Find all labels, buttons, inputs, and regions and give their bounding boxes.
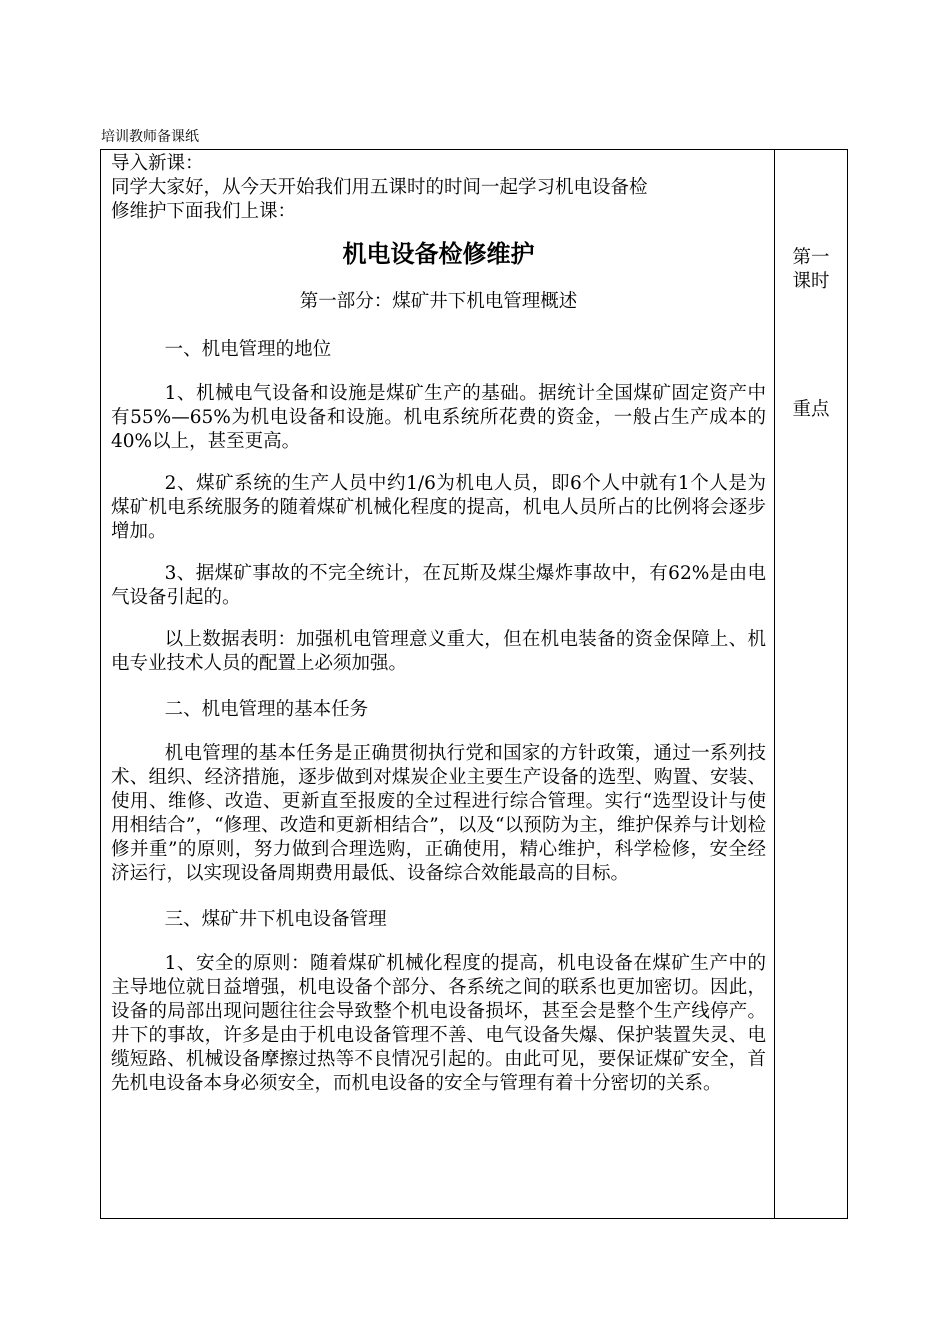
lesson-plan-table xyxy=(100,149,848,1219)
section-heading-2: 二、机电管理的基本任务 xyxy=(164,699,369,720)
paragraph: 1、机械电气设备和设施是煤矿生产的基础。据统计全国煤矿固定资产中有55%—65%为机电设备和设施。机电系统所花费的资金，一般占生产成本的40%以上，甚至更高。 xyxy=(111,383,766,452)
lesson-period-note xyxy=(775,246,847,294)
paragraph: 1、安全的原则：随着煤矿机械化程度的提高，机电设备在煤矿生产中的主导地位就日益增强，机电设备个部分、各系统之间的联系也更加密切。因此，设备的局部出现问题往往会导致整个机电设备损坏，甚至会是整个生产线停产。井下的事故，许多是由于机电设备管理不善、电气设备失爆、保护装置失灵、电缆短路、机械设备摩擦过热等不良情况引起的。由此可见，要保证煤矿安全，首先机电设备本身必须安全，而机电设备的安全与管理有着十分密切的关系。 xyxy=(111,953,766,1094)
intro-text-line-1: 同学大家好，从今天开始我们用五课时的时间一起学习机电设备检 xyxy=(111,177,648,198)
key-point-note: 重点 xyxy=(792,399,830,420)
section-heading-3: 三、煤矿井下机电设备管理 xyxy=(164,909,387,930)
lesson-content-column xyxy=(101,150,775,1218)
paragraph: 以上数据表明：加强机电管理意义重大，但在机电装备的资金保障上、机电专业技术人员的配置上必须加强。 xyxy=(111,629,766,674)
section-heading-1: 一、机电管理的地位 xyxy=(164,339,332,360)
intro-heading: 导入新课： xyxy=(111,153,204,174)
paragraph: 机电管理的基本任务是正确贯彻执行党和国家的方针政策，通过一系列技术、组织、经济措施，逐步做到对煤炭企业主要生产设备的选型、购置、安装、使用、维修、改造、更新直至报废的全过程进行综合管理。实行“选型设计与使用相结合”，“修理、改造和更新相结合”，以及“以预防为主，维护保养与计划检修并重”的原则，努力做到合理选购，正确使用，精心维护，科学检修，安全经济运行，以实现设备周期费用最低、设备综合效能最高的目标。 xyxy=(111,743,766,884)
part-title: 第一部分：煤矿井下机电管理概述 xyxy=(299,291,578,312)
form-header-label: 培训教师备课纸 xyxy=(101,129,199,145)
margin-notes-column xyxy=(775,150,847,1218)
document-title: 机电设备检修维护 xyxy=(342,240,535,268)
lesson-period-line-2: 课时 xyxy=(792,271,830,292)
lesson-period-line-1: 第一 xyxy=(792,247,830,268)
intro-text-line-2: 修维护下面我们上课： xyxy=(111,201,297,222)
paragraph: 2、煤矿系统的生产人员中约1/6为机电人员，即6个人中就有1个人是为煤矿机电系统服务的随着煤矿机械化程度的提高，机电人员所占的比例将会逐步增加。 xyxy=(111,473,766,542)
paragraph: 3、据煤矿事故的不完全统计，在瓦斯及煤尘爆炸事故中，有62%是由电气设备引起的。 xyxy=(111,563,766,608)
